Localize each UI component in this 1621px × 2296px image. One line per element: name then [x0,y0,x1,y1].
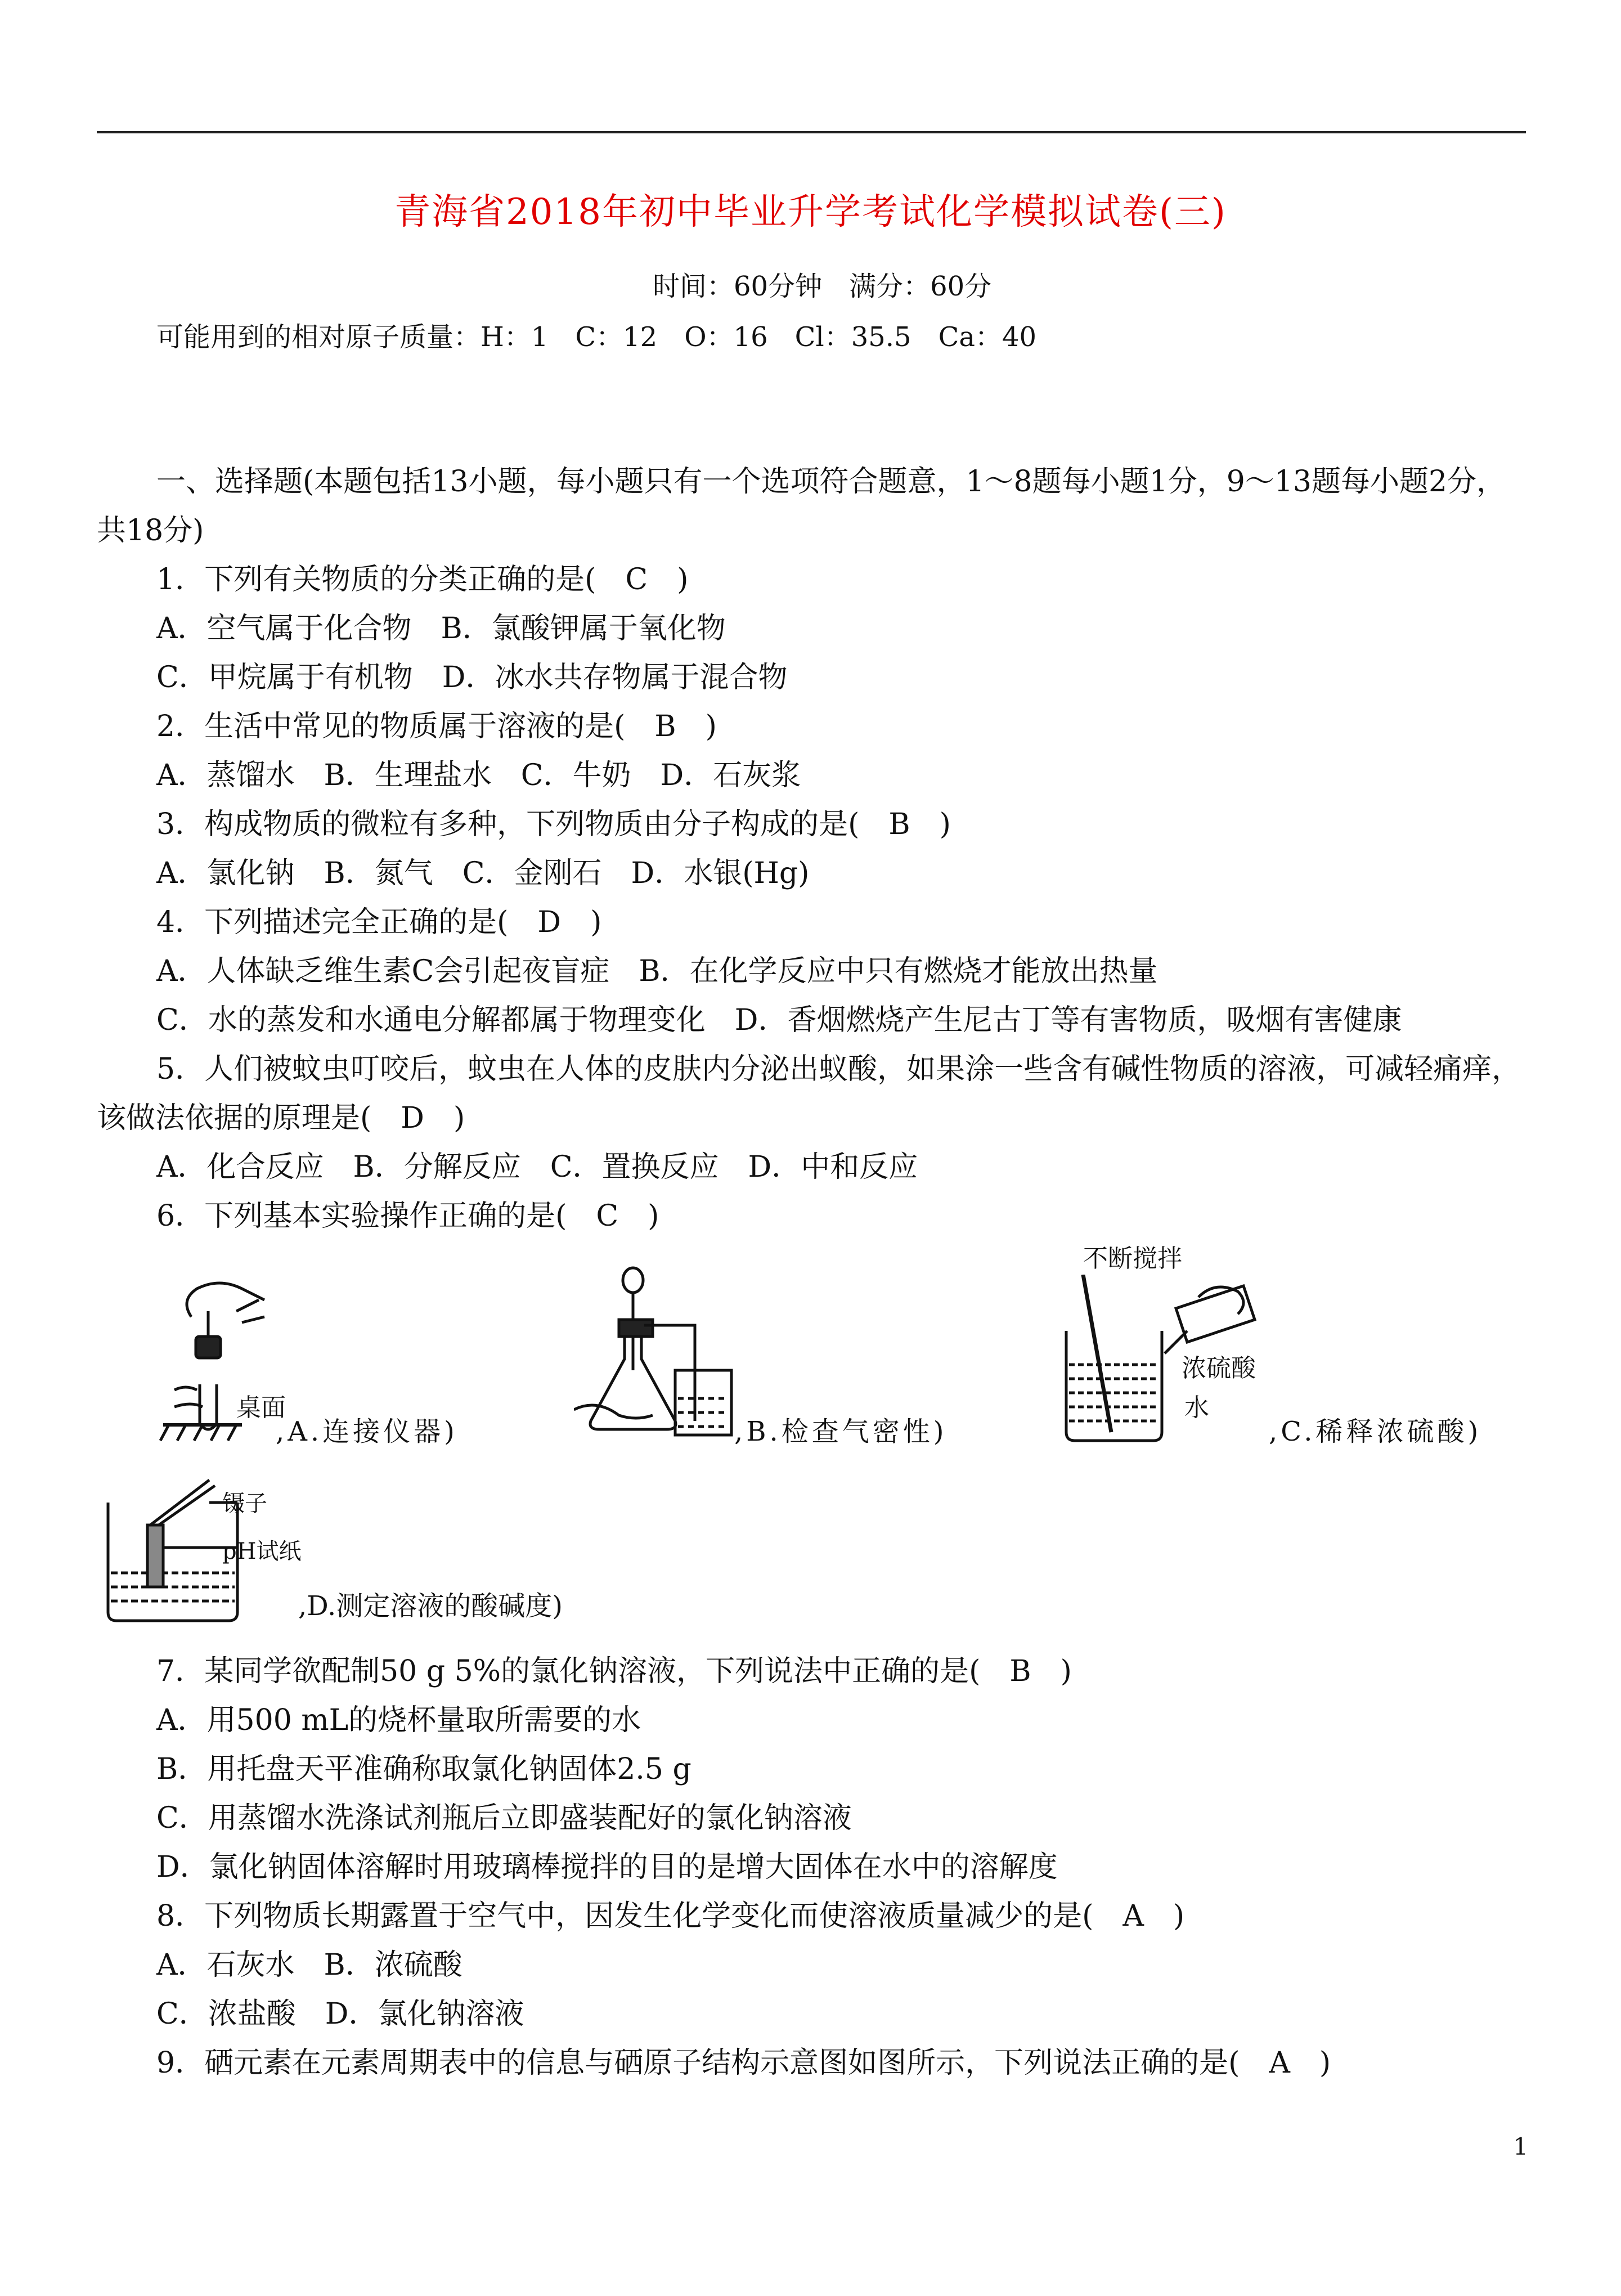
page-number: 1 [1513,2133,1528,2160]
q4-options-1: A．人体缺乏维生素C会引起夜盲症 B．在化学反应中只有燃烧才能放出热量 [156,954,1158,988]
q9-stem: 9．硒元素在元素周期表中的信息与硒原子结构示意图如图所示，下列说法正确的是( A ) [156,2046,1331,2080]
section-heading-line2: 共18分) [97,514,204,548]
q4-options-2: C．水的蒸发和水通电分解都属于物理变化 D．香烟燃烧产生尼古丁等有害物质，吸烟有害健康 [156,1003,1402,1037]
q2-stem: 2．生活中常见的物质属于溶液的是( B ) [156,710,717,743]
q8-options-2: C．浓盐酸 D．氯化钠溶液 [156,1997,524,2031]
figure-d-label-tweezers: 镊子 [222,1491,267,1517]
figure-c-label-acid: 浓硫酸 [1182,1354,1256,1383]
section-heading-line1: 一、选择题(本题包括13小题，每小题只有一个选项符合题意，1～8题每小题1分，9～13题每小题2分， [156,465,1506,499]
figure-a-label-desk: 桌面 [236,1393,286,1422]
q7-option-a: A．用500 mL的烧杯量取所需要的水 [156,1703,641,1737]
q7-option-d: D．氯化钠固体溶解时用玻璃棒搅拌的目的是增大固体在水中的溶解度 [156,1850,1058,1884]
figure-a-caption: ,A.连接仪器) [276,1416,458,1447]
figure-d-caption: ,D.测定溶液的酸碱度) [298,1590,563,1622]
figure-b-caption: ,B.检查气密性) [734,1416,948,1447]
q7-stem: 7．某同学欲配制50 g 5%的氯化钠溶液，下列说法中正确的是( B ) [156,1654,1072,1688]
exam-title: 青海省2018年初中毕业升学考试化学模拟试卷(三) [394,191,1227,233]
q7-option-b: B．用托盘天平准确称取氯化钠固体2.5 g [156,1752,691,1786]
q4-stem: 4．下列描述完全正确的是( D ) [156,905,602,939]
figure-b-airtightness-check [574,1258,743,1443]
q1-stem: 1．下列有关物质的分类正确的是( C ) [156,563,689,597]
q5-stem-line2: 该做法依据的原理是( D ) [97,1101,465,1135]
q6-stem: 6．下列基本实验操作正确的是( C ) [156,1199,659,1233]
q3-stem: 3．构成物质的微粒有多种，下列物质由分子构成的是( B ) [156,808,951,841]
figure-c-caption: ,C.稀释浓硫酸) [1269,1416,1482,1447]
q5-stem-line1: 5．人们被蚊虫叮咬后，蚊虫在人体的皮肤内分泌出蚁酸，如果涂一些含有碱性物质的溶液，可减轻痛痒， [156,1052,1521,1086]
q8-options-1: A．石灰水 B．浓硫酸 [156,1948,462,1982]
q3-options: A．氯化钠 B．氮气 C．金刚石 D．水银(Hg) [156,856,810,890]
q5-options: A．化合反应 B．分解反应 C．置换反应 D．中和反应 [156,1150,918,1184]
header-rule [97,131,1526,133]
exam-time-score: 时间：60分钟 满分：60分 [653,271,992,302]
atomic-masses: 可能用到的相对原子质量：H：1 C：12 O：16 Cl：35.5 Ca：40 [156,321,1037,353]
figure-c-label-water: 水 [1184,1393,1209,1422]
q8-stem: 8．下列物质长期露置于空气中，因发生化学变化而使溶液质量减少的是( A ) [156,1899,1185,1933]
q1-options-2: C．甲烷属于有机物 D．冰水共存物属于混合物 [156,661,788,694]
q2-options: A．蒸馏水 B．生理盐水 C．牛奶 D．石灰浆 [156,759,801,792]
q1-options-1: A．空气属于化合物 B．氯酸钾属于氧化物 [156,612,726,645]
q7-option-c: C．用蒸馏水洗涤试剂瓶后立即盛装配好的氯化钠溶液 [156,1801,852,1835]
figure-c-label-stir: 不断搅拌 [1083,1244,1182,1273]
figure-d-label-ph-paper: pH试纸 [222,1539,302,1564]
